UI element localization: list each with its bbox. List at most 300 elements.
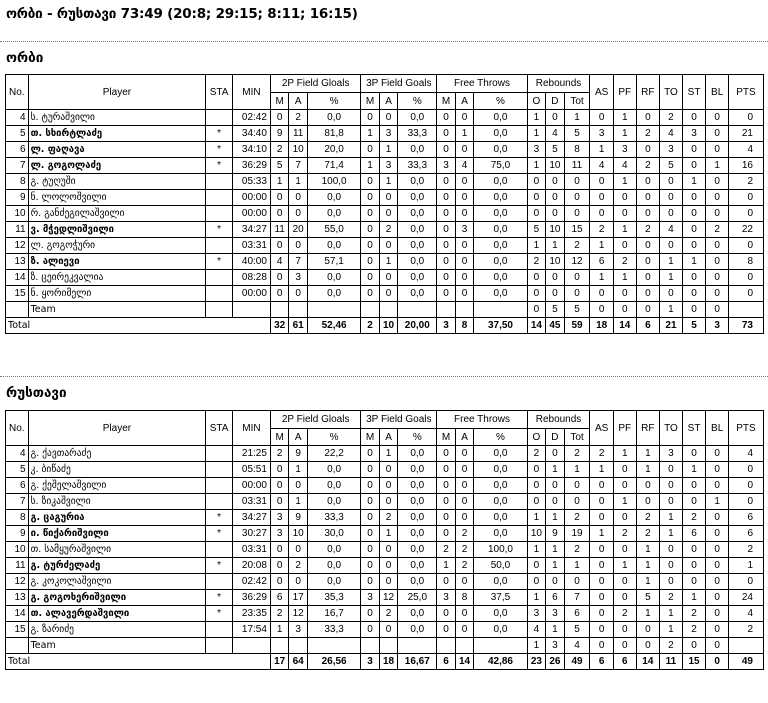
cell-3p-m: 0 — [361, 270, 379, 286]
cell-ft-m: 0 — [437, 110, 455, 126]
total-cell-pf: 14 — [613, 318, 636, 334]
cell-rf: 2 — [636, 526, 660, 542]
total-cell-ft-pct: 37,50 — [474, 318, 527, 334]
cell-as: 1 — [590, 270, 614, 286]
header-a: A — [455, 429, 473, 446]
cell-3p-a: 0 — [379, 542, 397, 558]
cell-2p-pct: 0,0 — [307, 462, 360, 478]
cell-ft-m: 0 — [437, 478, 455, 494]
cell-sta — [206, 542, 233, 558]
header-3p: 3P Field Goals — [361, 75, 437, 93]
cell-pts: 0 — [728, 238, 763, 254]
cell-st: 0 — [682, 110, 706, 126]
cell-2p-m: 2 — [270, 446, 288, 462]
cell-player: ნ. ყორიმელი — [28, 286, 206, 302]
cell-ft-m: 0 — [437, 254, 455, 270]
cell-reb-d: 1 — [546, 238, 564, 254]
cell-to: 1 — [660, 606, 683, 622]
cell-3p-a: 0 — [379, 494, 397, 510]
cell-min: 34:40 — [232, 126, 270, 142]
cell-reb-d: 3 — [546, 606, 564, 622]
cell-reb-d: 1 — [546, 622, 564, 638]
cell-as: 0 — [590, 302, 614, 318]
cell-3p-m: 0 — [361, 222, 379, 238]
cell-reb-o: 0 — [527, 190, 545, 206]
cell-reb-d: 1 — [546, 510, 564, 526]
cell-reb-o: 2 — [527, 446, 545, 462]
cell-player: Team — [28, 302, 206, 318]
cell-sta: * — [206, 126, 233, 142]
cell-ft-a: 0 — [455, 510, 473, 526]
cell-ft-pct: 50,0 — [474, 558, 527, 574]
cell-3p-m: 0 — [361, 510, 379, 526]
cell-ft-a: 2 — [455, 526, 473, 542]
cell-ft-pct: 0,0 — [474, 126, 527, 142]
cell-sta — [206, 190, 233, 206]
cell-2p-a: 0 — [289, 574, 307, 590]
player-row — [6, 126, 764, 142]
total-cell-reb-d: 26 — [546, 654, 564, 670]
cell-ft-pct: 0,0 — [474, 254, 527, 270]
cell-ft-m: 0 — [437, 174, 455, 190]
total-cell-2p-a: 64 — [289, 654, 307, 670]
cell-ft-pct: 0,0 — [474, 574, 527, 590]
player-row — [6, 446, 764, 462]
cell-2p-pct: 0,0 — [307, 206, 360, 222]
player-row — [6, 190, 764, 206]
cell-3p-a: 0 — [379, 574, 397, 590]
cell-2p-pct — [307, 302, 360, 318]
cell-bl: 0 — [706, 254, 729, 270]
total-cell-ft-a: 8 — [455, 318, 473, 334]
cell-2p-m: 0 — [270, 270, 288, 286]
cell-reb-tot: 2 — [564, 446, 590, 462]
cell-2p-m: 2 — [270, 142, 288, 158]
player-row — [6, 254, 764, 270]
cell-ft-pct: 75,0 — [474, 158, 527, 174]
total-cell-as: 6 — [590, 654, 614, 670]
cell-reb-d: 3 — [546, 638, 564, 654]
cell-reb-o: 1 — [527, 126, 545, 142]
cell-min: 00:00 — [232, 286, 270, 302]
cell-no: 12 — [6, 574, 29, 590]
cell-to: 1 — [660, 622, 683, 638]
cell-3p-pct: 0,0 — [398, 142, 437, 158]
cell-reb-d: 0 — [546, 478, 564, 494]
cell-sta: * — [206, 526, 233, 542]
cell-sta — [206, 638, 233, 654]
header-rf: RF — [636, 75, 660, 110]
cell-reb-o: 2 — [527, 254, 545, 270]
cell-2p-m: 0 — [270, 494, 288, 510]
header-o: O — [527, 93, 545, 110]
cell-3p-a: 0 — [379, 270, 397, 286]
cell-rf: 1 — [636, 446, 660, 462]
cell-to: 1 — [660, 526, 683, 542]
header-a: A — [289, 429, 307, 446]
cell-player: ს. ტურაშვილი — [28, 110, 206, 126]
cell-reb-tot: 5 — [564, 302, 590, 318]
cell-reb-d: 0 — [546, 206, 564, 222]
cell-as: 0 — [590, 622, 614, 638]
player-row — [6, 526, 764, 542]
cell-3p-a — [379, 302, 397, 318]
total-cell-ft-a: 14 — [455, 654, 473, 670]
cell-reb-d: 10 — [546, 222, 564, 238]
cell-3p-a: 1 — [379, 142, 397, 158]
cell-no — [6, 302, 29, 318]
cell-player: გ. გოგოხერიშვილი — [28, 590, 206, 606]
cell-reb-d: 1 — [546, 462, 564, 478]
cell-reb-o: 0 — [527, 286, 545, 302]
cell-2p-a: 0 — [289, 286, 307, 302]
total-cell-2p-pct: 52,46 — [307, 318, 360, 334]
cell-as: 0 — [590, 574, 614, 590]
cell-2p-pct: 55,0 — [307, 222, 360, 238]
header-pf: PF — [613, 75, 636, 110]
team-2-title: რუსთავი — [6, 385, 67, 401]
cell-no: 11 — [6, 558, 29, 574]
cell-st: 0 — [682, 542, 706, 558]
cell-pf: 3 — [613, 142, 636, 158]
cell-3p-m: 0 — [361, 110, 379, 126]
cell-2p-m: 0 — [270, 558, 288, 574]
total-cell-rf: 6 — [636, 318, 660, 334]
cell-rf: 0 — [636, 190, 660, 206]
cell-reb-d: 0 — [546, 270, 564, 286]
cell-ft-pct: 0,0 — [474, 606, 527, 622]
cell-ft-a: 4 — [455, 158, 473, 174]
cell-as: 3 — [590, 126, 614, 142]
total-cell-reb-tot: 49 — [564, 654, 590, 670]
cell-no: 7 — [6, 158, 29, 174]
cell-ft-m: 3 — [437, 158, 455, 174]
cell-no: 4 — [6, 110, 29, 126]
cell-pts: 0 — [728, 494, 763, 510]
cell-reb-o: 5 — [527, 222, 545, 238]
cell-reb-tot: 5 — [564, 126, 590, 142]
header-rebounds: Rebounds — [527, 411, 590, 429]
cell-reb-o: 3 — [527, 606, 545, 622]
cell-pf: 1 — [613, 558, 636, 574]
cell-reb-tot: 2 — [564, 542, 590, 558]
cell-3p-m: 0 — [361, 206, 379, 222]
cell-reb-o: 1 — [527, 510, 545, 526]
cell-2p-a: 1 — [289, 494, 307, 510]
cell-bl: 0 — [706, 622, 729, 638]
cell-no: 5 — [6, 126, 29, 142]
header-sta: STA — [206, 75, 233, 110]
cell-3p-m: 0 — [361, 574, 379, 590]
cell-no: 8 — [6, 510, 29, 526]
cell-player: ზ. ცეირეკვალია — [28, 270, 206, 286]
cell-2p-m — [270, 302, 288, 318]
cell-as: 0 — [590, 606, 614, 622]
header-3p: 3P Field Goals — [361, 411, 437, 429]
cell-pf: 0 — [613, 190, 636, 206]
cell-2p-a: 10 — [289, 526, 307, 542]
cell-ft-m: 0 — [437, 126, 455, 142]
cell-ft-pct: 0,0 — [474, 462, 527, 478]
header-st: ST — [682, 411, 706, 446]
cell-sta — [206, 238, 233, 254]
cell-2p-a: 0 — [289, 238, 307, 254]
cell-reb-o: 10 — [527, 526, 545, 542]
cell-no: 7 — [6, 494, 29, 510]
cell-st: 0 — [682, 558, 706, 574]
cell-st: 0 — [682, 302, 706, 318]
header-min: MIN — [232, 75, 270, 110]
cell-3p-m: 0 — [361, 446, 379, 462]
cell-pts: 0 — [728, 270, 763, 286]
cell-min: 21:25 — [232, 446, 270, 462]
cell-player: ს. ზიკაშვილი — [28, 494, 206, 510]
total-cell-3p-m: 2 — [361, 318, 379, 334]
cell-pts: 2 — [728, 542, 763, 558]
cell-2p-m: 0 — [270, 462, 288, 478]
cell-player: გ. ქეშელაშვილი — [28, 478, 206, 494]
player-row — [6, 174, 764, 190]
cell-3p-pct: 0,0 — [398, 206, 437, 222]
cell-2p-m: 0 — [270, 206, 288, 222]
cell-pts: 2 — [728, 622, 763, 638]
player-row — [6, 558, 764, 574]
cell-st: 0 — [682, 158, 706, 174]
cell-as: 0 — [590, 174, 614, 190]
cell-ft-pct: 0,0 — [474, 142, 527, 158]
cell-bl: 0 — [706, 606, 729, 622]
cell-bl: 0 — [706, 238, 729, 254]
player-row — [6, 606, 764, 622]
total-cell-rf: 14 — [636, 654, 660, 670]
cell-pf: 4 — [613, 158, 636, 174]
header-pct: % — [474, 429, 527, 446]
cell-pts: 16 — [728, 158, 763, 174]
cell-ft-m: 0 — [437, 446, 455, 462]
cell-player: ლ. ფაღავა — [28, 142, 206, 158]
cell-bl: 0 — [706, 526, 729, 542]
cell-sta — [206, 302, 233, 318]
cell-sta: * — [206, 254, 233, 270]
header-no: No. — [6, 411, 29, 446]
cell-3p-a: 0 — [379, 110, 397, 126]
cell-2p-a: 0 — [289, 190, 307, 206]
header-pct: % — [398, 429, 437, 446]
header-tot: Tot — [564, 429, 590, 446]
cell-ft-pct — [474, 302, 527, 318]
cell-st: 0 — [682, 206, 706, 222]
cell-pf: 0 — [613, 510, 636, 526]
cell-st: 0 — [682, 446, 706, 462]
cell-bl: 1 — [706, 158, 729, 174]
cell-ft-a: 8 — [455, 590, 473, 606]
cell-2p-pct: 0,0 — [307, 478, 360, 494]
cell-2p-pct: 16,7 — [307, 606, 360, 622]
cell-pts: 2 — [728, 174, 763, 190]
cell-3p-m — [361, 302, 379, 318]
header-pct: % — [398, 93, 437, 110]
cell-sta — [206, 574, 233, 590]
cell-rf: 0 — [636, 270, 660, 286]
cell-to: 3 — [660, 446, 683, 462]
cell-3p-a: 3 — [379, 158, 397, 174]
cell-to: 0 — [660, 190, 683, 206]
cell-sta — [206, 110, 233, 126]
header-player: Player — [28, 75, 206, 110]
cell-st: 2 — [682, 622, 706, 638]
cell-as: 0 — [590, 638, 614, 654]
team-row — [6, 302, 764, 318]
total-cell-as: 18 — [590, 318, 614, 334]
header-pts: PTS — [728, 411, 763, 446]
cell-rf: 2 — [636, 222, 660, 238]
cell-pts: 4 — [728, 142, 763, 158]
cell-ft-pct: 0,0 — [474, 110, 527, 126]
cell-to: 0 — [660, 574, 683, 590]
cell-player: გ. ტუღუში — [28, 174, 206, 190]
divider — [0, 41, 768, 42]
header-a: A — [379, 93, 397, 110]
header-sta: STA — [206, 411, 233, 446]
cell-2p-a — [289, 302, 307, 318]
cell-player: ლ. გოგოჭური — [28, 238, 206, 254]
cell-reb-tot: 6 — [564, 606, 590, 622]
cell-3p-pct: 0,0 — [398, 606, 437, 622]
cell-2p-a: 9 — [289, 510, 307, 526]
cell-sta: * — [206, 222, 233, 238]
cell-2p-pct: 0,0 — [307, 110, 360, 126]
cell-pts: 21 — [728, 126, 763, 142]
cell-ft-pct: 0,0 — [474, 238, 527, 254]
cell-pf: 0 — [613, 462, 636, 478]
cell-sta — [206, 286, 233, 302]
cell-reb-tot: 0 — [564, 574, 590, 590]
cell-to: 4 — [660, 222, 683, 238]
cell-2p-pct: 0,0 — [307, 286, 360, 302]
cell-sta: * — [206, 606, 233, 622]
cell-min: 08:28 — [232, 270, 270, 286]
cell-sta — [206, 270, 233, 286]
cell-3p-a: 0 — [379, 190, 397, 206]
cell-reb-tot: 8 — [564, 142, 590, 158]
cell-3p-a — [379, 638, 397, 654]
cell-reb-o: 0 — [527, 302, 545, 318]
cell-2p-pct: 81,8 — [307, 126, 360, 142]
cell-pts: 0 — [728, 206, 763, 222]
cell-3p-m: 0 — [361, 526, 379, 542]
cell-pf: 1 — [613, 126, 636, 142]
cell-player: ნ. ლოლოშვილი — [28, 190, 206, 206]
cell-2p-a: 17 — [289, 590, 307, 606]
cell-pts: 22 — [728, 222, 763, 238]
total-cell-ft-m: 6 — [437, 654, 455, 670]
cell-ft-a: 0 — [455, 574, 473, 590]
cell-3p-pct: 0,0 — [398, 446, 437, 462]
cell-pf: 0 — [613, 206, 636, 222]
header-m: M — [361, 429, 379, 446]
cell-pf: 0 — [613, 574, 636, 590]
cell-3p-pct: 0,0 — [398, 222, 437, 238]
team-1-stats-table — [5, 74, 764, 334]
cell-reb-o: 1 — [527, 238, 545, 254]
total-cell-to: 11 — [660, 654, 683, 670]
cell-3p-m: 0 — [361, 238, 379, 254]
cell-min: 00:00 — [232, 190, 270, 206]
cell-rf: 0 — [636, 494, 660, 510]
cell-bl: 0 — [706, 462, 729, 478]
cell-pts — [728, 638, 763, 654]
cell-as: 2 — [590, 222, 614, 238]
header-d: D — [546, 93, 564, 110]
cell-reb-tot: 0 — [564, 286, 590, 302]
cell-reb-tot: 5 — [564, 622, 590, 638]
team-1-title: ორბი — [6, 50, 44, 66]
header-pct: % — [307, 93, 360, 110]
header-pct: % — [474, 93, 527, 110]
header-2p: 2P Field Gloals — [270, 411, 360, 429]
team-row — [6, 638, 764, 654]
cell-ft-pct: 0,0 — [474, 478, 527, 494]
cell-2p-m: 0 — [270, 286, 288, 302]
player-row — [6, 110, 764, 126]
cell-ft-pct: 0,0 — [474, 222, 527, 238]
header-tot: Tot — [564, 93, 590, 110]
cell-2p-pct: 30,0 — [307, 526, 360, 542]
cell-pts — [728, 302, 763, 318]
player-row — [6, 478, 764, 494]
cell-no: 11 — [6, 222, 29, 238]
cell-st: 0 — [682, 270, 706, 286]
team-2-stats-table — [5, 410, 764, 670]
cell-bl: 0 — [706, 174, 729, 190]
header-pct: % — [307, 429, 360, 446]
cell-st: 0 — [682, 238, 706, 254]
cell-ft-a: 0 — [455, 446, 473, 462]
player-row — [6, 286, 764, 302]
cell-3p-pct: 0,0 — [398, 254, 437, 270]
cell-pf: 1 — [613, 174, 636, 190]
cell-3p-a: 12 — [379, 590, 397, 606]
total-cell-ft-m: 3 — [437, 318, 455, 334]
total-cell-pts: 73 — [728, 318, 763, 334]
total-cell-2p-a: 61 — [289, 318, 307, 334]
cell-3p-m — [361, 638, 379, 654]
cell-ft-a: 0 — [455, 494, 473, 510]
cell-rf: 1 — [636, 606, 660, 622]
header-player: Player — [28, 411, 206, 446]
total-row — [6, 654, 764, 670]
cell-ft-a: 0 — [455, 270, 473, 286]
cell-3p-pct — [398, 302, 437, 318]
cell-st: 0 — [682, 494, 706, 510]
cell-st: 0 — [682, 286, 706, 302]
cell-as: 0 — [590, 190, 614, 206]
cell-reb-o: 0 — [527, 270, 545, 286]
header-pts: PTS — [728, 75, 763, 110]
header-ft: Free Throws — [437, 75, 527, 93]
cell-2p-m: 3 — [270, 510, 288, 526]
cell-reb-tot: 0 — [564, 270, 590, 286]
cell-3p-m: 0 — [361, 286, 379, 302]
cell-reb-o: 4 — [527, 622, 545, 638]
cell-2p-m: 2 — [270, 606, 288, 622]
cell-pts: 24 — [728, 590, 763, 606]
cell-rf: 0 — [636, 622, 660, 638]
cell-player: ლ. გოგოლაძე — [28, 158, 206, 174]
cell-2p-m: 0 — [270, 542, 288, 558]
cell-pts: 4 — [728, 446, 763, 462]
cell-ft-a: 0 — [455, 238, 473, 254]
